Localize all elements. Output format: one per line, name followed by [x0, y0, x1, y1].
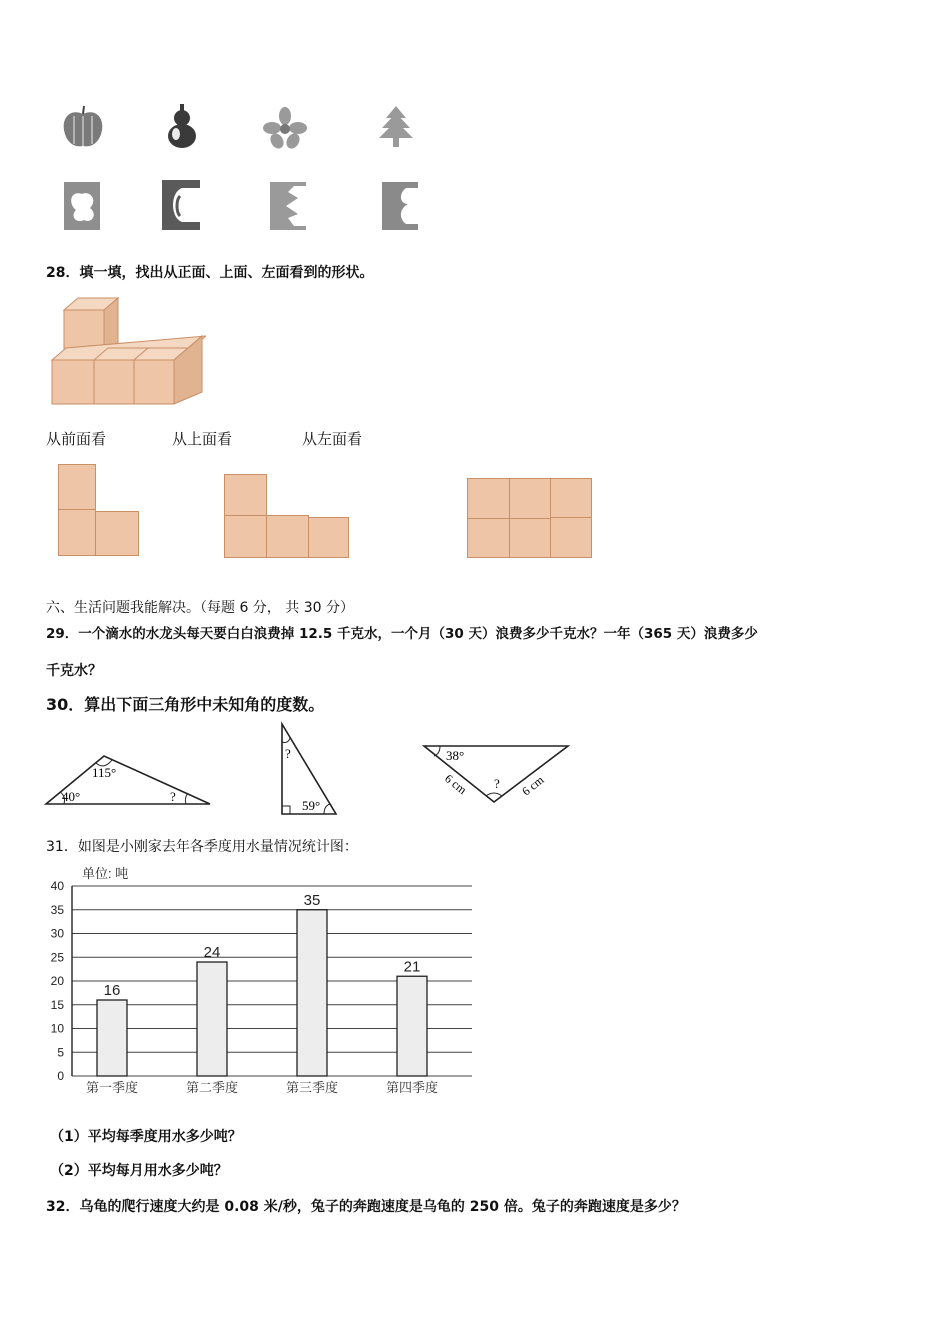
- apple-icon: [60, 104, 106, 150]
- section-6-title: 六、生活问题我能解决。（每题 6 分， 共 30 分）: [46, 600, 354, 616]
- bar-4: [397, 976, 427, 1076]
- view-label-front: 从前面看: [46, 430, 107, 448]
- triangle-3: [420, 740, 572, 806]
- angle-unknown-3: ?: [494, 776, 500, 791]
- x-category-label: 第一季度: [85, 1080, 139, 1095]
- tree-icon: [376, 104, 416, 150]
- question-31-part-2: （2）平均每月用水多少吨？: [50, 1163, 228, 1179]
- y-tick-label: 35: [50, 902, 64, 917]
- y-tick-label: 25: [50, 950, 64, 965]
- triangle-2: [276, 720, 342, 818]
- x-category-label: 第三季度: [285, 1080, 339, 1095]
- bar-value-label: 16: [103, 982, 121, 999]
- cube-stack: [50, 296, 206, 406]
- y-tick-label: 40: [50, 879, 64, 893]
- question-31-part-1: （1）平均每季度用水多少吨？: [50, 1129, 242, 1145]
- question-29-cont: 千克水？: [46, 663, 102, 679]
- bar-value-label: 24: [203, 944, 221, 961]
- cutout-card-2: [160, 178, 202, 232]
- bar-value-label: 21: [403, 958, 421, 976]
- cutout-card-3: [268, 180, 308, 232]
- chart-unit-label: 单位: 吨: [82, 866, 129, 881]
- x-category-label: 第二季度: [185, 1080, 239, 1095]
- y-tick-label: 5: [57, 1045, 64, 1060]
- side-label-left: 6 cm: [442, 771, 470, 797]
- y-tick-label: 20: [50, 974, 64, 988]
- angle-label-59: 59°: [302, 798, 321, 813]
- bar-2: [197, 962, 227, 1076]
- view-label-top: 从上面看: [172, 430, 233, 448]
- cutout-card-1: [62, 180, 102, 232]
- triangle-1: [40, 748, 220, 808]
- x-category-label: 第四季度: [385, 1080, 439, 1095]
- question-30: 30．算出下面三角形中未知角的度数。: [46, 695, 325, 714]
- y-tick-label: 30: [50, 926, 64, 941]
- cutout-card-4: [380, 180, 420, 232]
- y-tick-label: 15: [50, 997, 64, 1012]
- angle-unknown-1: ?: [170, 789, 176, 804]
- bar-3: [297, 910, 327, 1076]
- angle-label-40: 40°: [62, 789, 81, 804]
- question-28: 28．填一填，找出从正面、上面、左面看到的形状。: [46, 265, 374, 281]
- water-usage-chart: [40, 860, 480, 1100]
- question-29: 29．一个滴水的水龙头每天要白白浪费掉 12.5 千克水，一个月（30 天）浪费多少千克水？一年（365 天）浪费多少: [46, 626, 758, 642]
- question-31: 31．如图是小刚家去年各季度用水量情况统计图：: [46, 839, 358, 855]
- bar-1: [97, 1000, 127, 1076]
- flower-icon: [262, 106, 308, 150]
- question-32: 32．乌龟的爬行速度大约是 0.08 米/秒，兔子的奔跑速度是乌龟的 250 倍。兔子的奔跑速度是多少？: [46, 1199, 686, 1215]
- angle-label-38: 38°: [446, 748, 465, 763]
- gourd-icon: [162, 102, 202, 152]
- angle-label-115: 115°: [92, 765, 117, 780]
- angle-unknown-2: ?: [285, 746, 291, 761]
- view-label-left: 从左面看: [302, 430, 363, 448]
- side-label-right: 6 cm: [519, 772, 547, 799]
- bar-value-label: 35: [303, 891, 321, 909]
- y-tick-label: 0: [57, 1069, 64, 1083]
- y-tick-label: 10: [50, 1021, 64, 1036]
